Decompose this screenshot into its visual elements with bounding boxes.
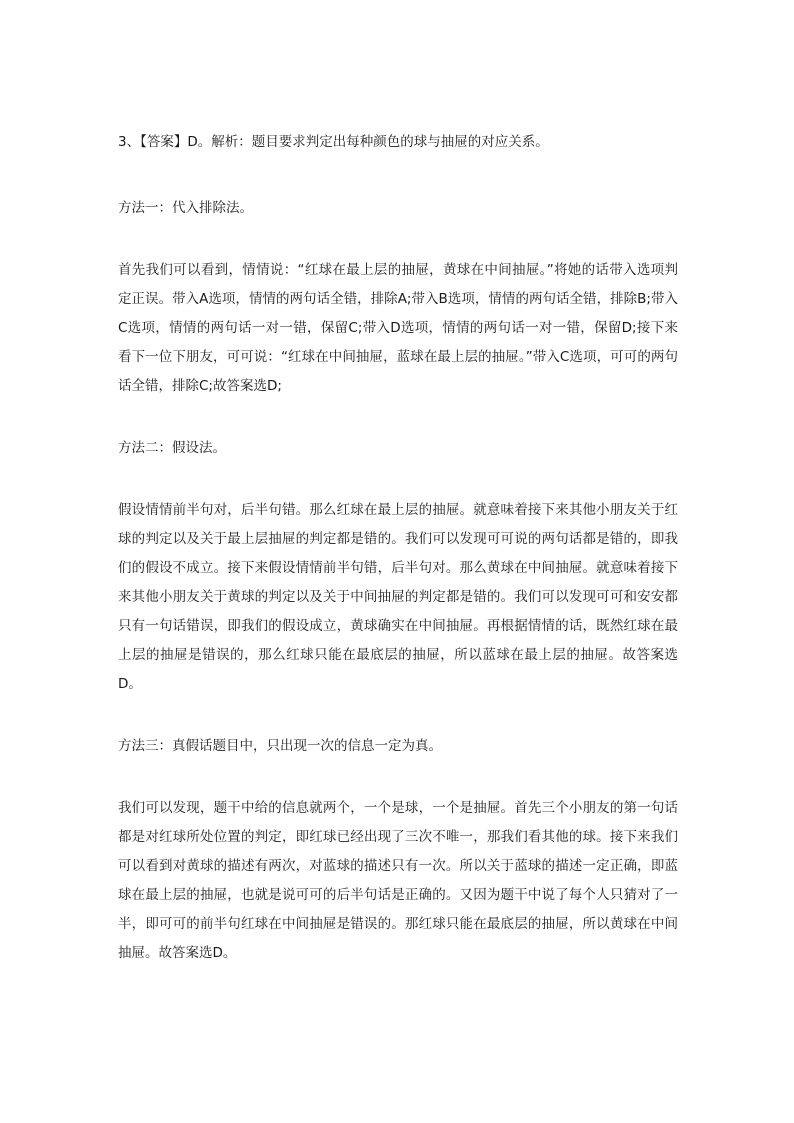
method2-text: 假设情情前半句对，后半句错。那么红球在最上层的抽屉。就意味着接下来其他小朋友关于红球的判定以及关于最上层抽屉的判定都是错的。我们可以发现可可说的两句话都是错的，即我们的假设不成立。接下来假设情情前半句错，后半句对。那么黄球在中间抽屉。就意味着接下来其他小朋友关于黄球的判定以及关于中间抽屉的判定都是错的。我们可以发现可可和安安都只有一句话错误，即我们的假设成立，黄球确实在中间抽屉。再根据情情的话，既然红球在最上层的抽屉是错误的，那么红球只能在最底层的抽屉，所以蓝球在最上层的抽屉。故答案选D。 — [118, 502, 678, 692]
answer-line: 3、【答案】D。解析：题目要求判定出每种颜色的球与抽屉的对应关系。 — [118, 134, 549, 150]
method1-text: 首先我们可以看到，情情说：“红球在最上层的抽屉，黄球在中间抽屉。”将她的话带入选项判定正误。带入A选项，情情的两句话全错，排除A;带入B选项，情情的两句话全错，排除B;带入C选项，情情的两句话一对一错，保留C;带入D选项，情情的两句话一对一错，保留D;接下来看下一位下朋友，可可说：“红球在中间抽屉，蓝球在最上层的抽屉。”带入C选项，可可的两句话全错，排除C;故答案选D; — [118, 262, 678, 394]
method3-text: 我们可以发现，题干中给的信息就两个，一个是球，一个是抽屉。首先三个小朋友的第一句话都是对红球所处位置的判定，即红球已经出现了三次不唯一，那我们看其他的球。接下来我们可以看到对黄球的描述有两次，对蓝球的描述只有一次。所以关于蓝球的描述一定正确，即蓝球在最上层的抽屉，也就是说可可的后半句话是正确的。又因为题干中说了每个人只猜对了一半，即可可的前半句红球在中间抽屉是错误的。那红球只能在最底层的抽屉，所以黄球在中间抽屉。故答案选D。 — [118, 800, 678, 961]
method1-title: 方法一：代入排除法。 — [118, 200, 253, 216]
solution-content — [118, 128, 678, 968]
method3-title: 方法三：真假话题目中，只出现一次的信息一定为真。 — [118, 738, 442, 754]
method2-title: 方法二：假设法。 — [118, 440, 226, 456]
